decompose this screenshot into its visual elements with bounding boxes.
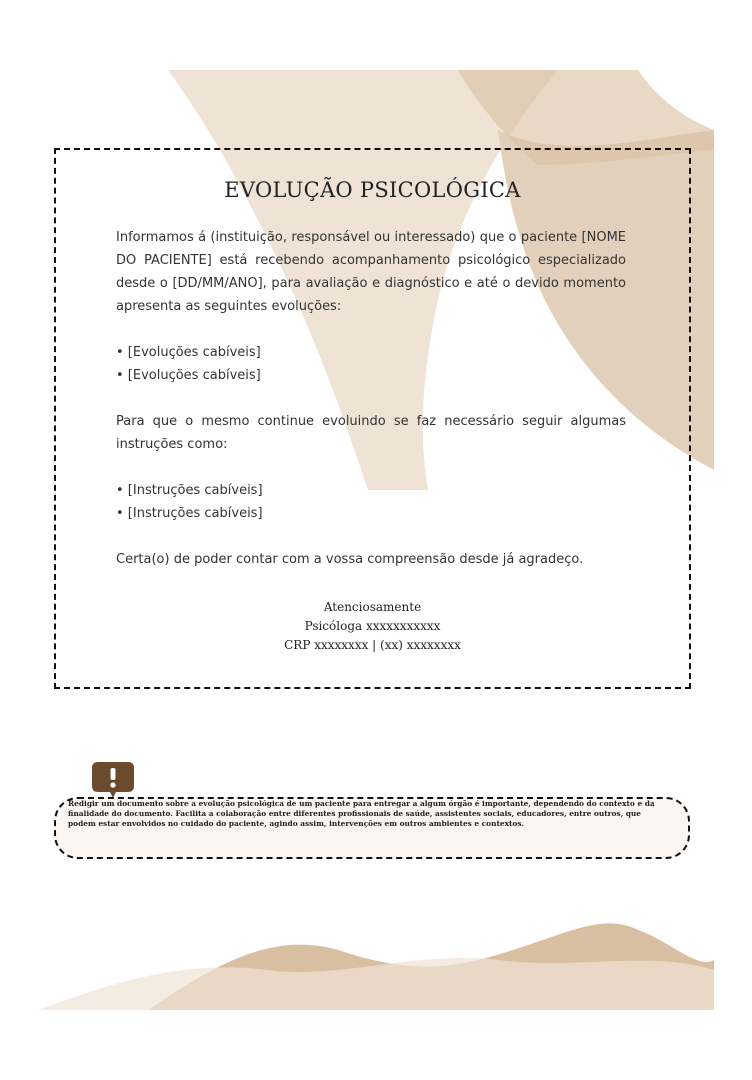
signature-crp: CRP xxxxxxxx | (xx) xxxxxxxx — [284, 638, 461, 652]
bottom-wave-light — [38, 958, 714, 1010]
signature-role: Psicóloga xxxxxxxxxxx — [304, 619, 441, 633]
exclamation-icon — [92, 762, 134, 798]
instructions-paragraph: Para que o mesmo continue evoluindo se faz necessário seguir algumas instruções como: — [116, 414, 626, 452]
note-text: Redigir um documento sobre a evolução psicológica de um paciente para entregar a algum órgão é importante, dependendo do contexto e da finalidade do documento. Facilita a colaboração entre diferentes profissionais de saúde, assistentes sociais, educadores, entre outros, que podem estar envolvidos no cuidado do paciente, agindo assim, intervenções em outros ambientes e contextos. — [68, 799, 655, 828]
instruction-item: • [Instruções cabíveis] — [116, 483, 263, 498]
document-body — [116, 226, 626, 571]
evolution-document-frame — [54, 148, 691, 689]
intro-paragraph: Informamos á (instituição, responsável ou interessado) que o paciente [NOME DO PACIENTE] está recebendo acompanhamento psicológico especializado desde o [DD/MM/ANO], para avaliação e diagnóstico e até o devido momento apresenta as seguintes evoluções: — [116, 230, 626, 314]
document-page — [38, 70, 714, 1010]
signature-block — [56, 598, 689, 655]
document-title: EVOLUÇÃO PSICOLÓGICA — [224, 178, 521, 202]
signature-greeting: Atenciosamente — [323, 600, 422, 614]
instruction-item: • [Instruções cabíveis] — [116, 506, 263, 521]
evolution-item: • [Evoluções cabíveis] — [116, 345, 261, 360]
evolution-item: • [Evoluções cabíveis] — [116, 368, 261, 383]
closing-paragraph: Certa(o) de poder contar com a vossa compreensão desde já agradeço. — [116, 552, 584, 567]
